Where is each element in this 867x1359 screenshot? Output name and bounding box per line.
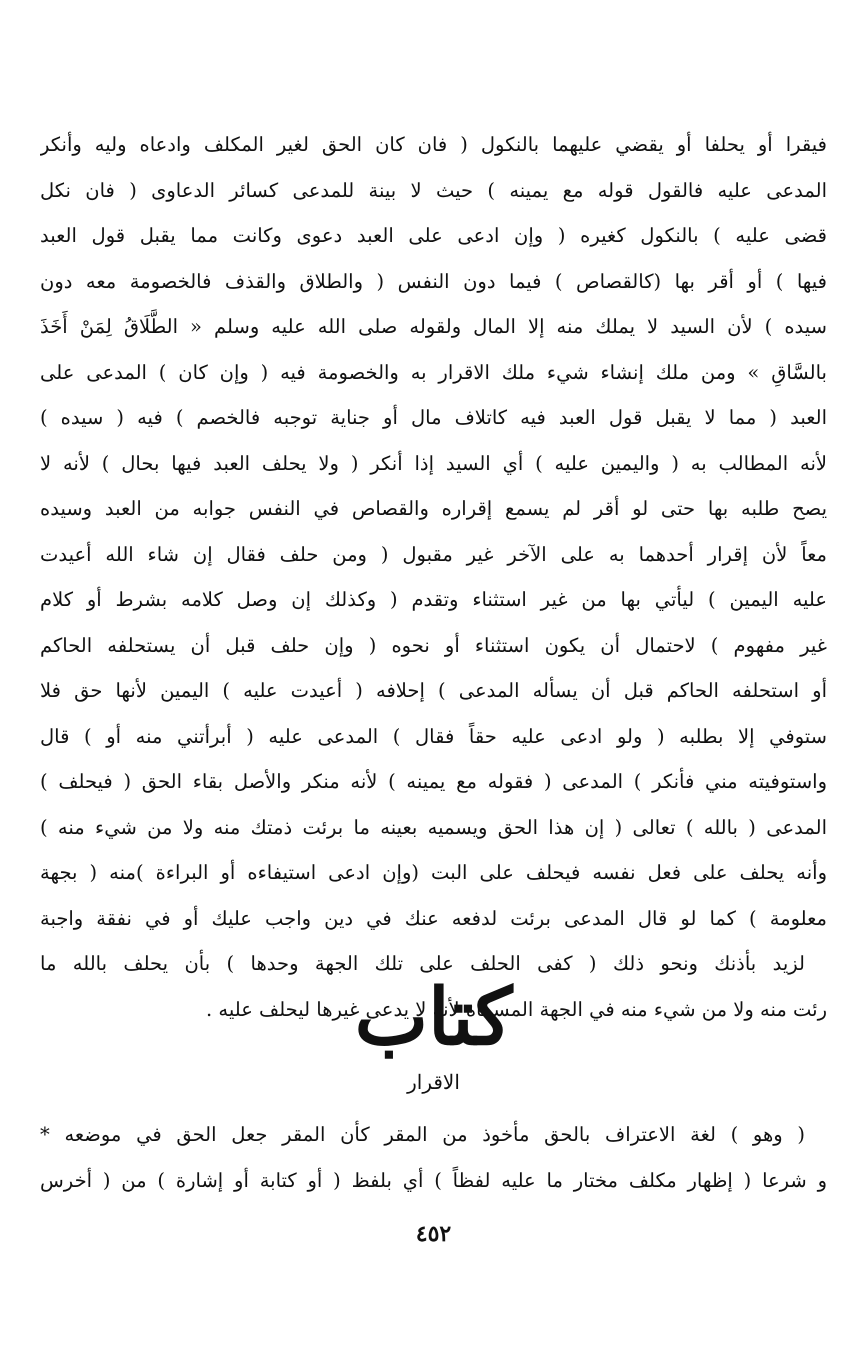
text-line: واستوفيته مني فأنكر ) المدعى ( فقوله مع يمينه ) لأنه منكر والأصل بقاء الحق ( فيحلف ) [40,770,827,793]
text-line: ستوفي إلا بطلبه ( ولو ادعى عليه حقاً فقال ) المدعى عليه ( أبرأتني منه أو ) قال [40,724,827,748]
section-title: الاقرار [407,1070,460,1094]
text-line: بالسَّاقِ » ومن ملك إنشاء شيء ملك الاقرار به والخصومة فيه ( وإن كان ) المدعى على [40,360,827,384]
text-line: غير مفهوم ) لاحتمال أن يكون استثناء أو نحوه ( وإن حلف قبل أن يستحلفه الحاكم [40,633,827,657]
text-line: يصح طلبه بها حتى لو أقر لم يسمع إقراره والقصاص في النفس جوابه من العبد وسيده [40,497,827,520]
text-line: فيها ) أو أقر بها (كالقصاص ) فيما دون النفس ( والطلاق والقذف فالخصومة معه دون [40,269,827,293]
text-line: ( وهو ) لغة الاعتراف بالحق مأخوذ من المقر كأن المقر جعل الحق في موضعه * [40,1123,805,1146]
main-text-block [40,122,827,1032]
section-text-block [40,1112,827,1203]
text-line: قضى عليه ) بالنكول كغيره ( وإن ادعى على العبد دعوى وكانت مما يقبل قول العبد [40,224,827,247]
text-line: وأنه يحلف على فعل نفسه فيحلف على البت (وإن ادعى استيفاءه أو البراءة )منه ( بجهة [40,861,827,884]
text-line: معاً لأن إقرار أحدهما به على الآخر غير مقبول ( ومن حلف فقال إن شاء الله أعيدت [40,542,827,566]
text-line: رئت منه ولا من شيء منه في الجهة المسماة لأنه لا يدعى غيرها ليحلف عليه . [206,997,827,1021]
text-line: المدعى عليه فالقول قوله مع يمينه ) حيث لا بينة للمدعى كسائر الدعاوى ( فان نكل [40,178,827,202]
page-number: ٤٥٢ [415,1221,452,1247]
text-line: لأنه المطالب به ( واليمين عليه ) أي السيد إذا أنكر ( ولا يحلف العبد فيها بحال ) لأنه لا [40,451,827,475]
text-line: لزيد بأذنك ونحو ذلك ( كفى الحلف على تلك الجهة وحدها ) بأن يحلف بالله ما [40,952,805,975]
text-line: و شرعا ( إظهار مكلف مختار ما عليه لفظاً ) أي بلفظ ( أو كتابة أو إشارة ) من ( أخرس [40,1168,827,1192]
text-line: فيقرا أو يحلفا أو يقضي عليهما بالنكول ( فان كان الحق لغير المكلف وادعاه وليه وأنكر [40,133,827,156]
text-line: المدعى ( بالله ) تعالى ( إن هذا الحق ويسميه بعينه ما برئت ذمتك منه ولا من شيء منه ) [40,815,827,839]
text-line: العبد ( مما لا يقبل قول العبد فيه كاتلاف مال أو جناية توجبه فالخصم ) فيه ( سيده ) [40,406,827,429]
text-line: سيده ) لأن السيد لا يملك منه إلا المال ولقوله صلى الله عليه وسلم « الطَّلَاقُ لِمَنْ أَخَذَ [40,315,827,338]
text-line: عليه اليمين ) ليأتي بها من غير استثناء وتقدم ( وكذلك إن وصل كلامه بشرط أو كلام [40,588,827,611]
chapter-title: كتاب [354,972,513,1063]
text-line: معلومة ) كما لو قال المدعى برئت لدفعه عنك في دين واجب عليك أو في نفقة واجبة [40,906,827,930]
text-line: أو استحلفه الحاكم قبل أن يسأله المدعى ) إحلافه ( أعيدت عليه ) اليمين لأنها حق فلا [40,679,827,702]
